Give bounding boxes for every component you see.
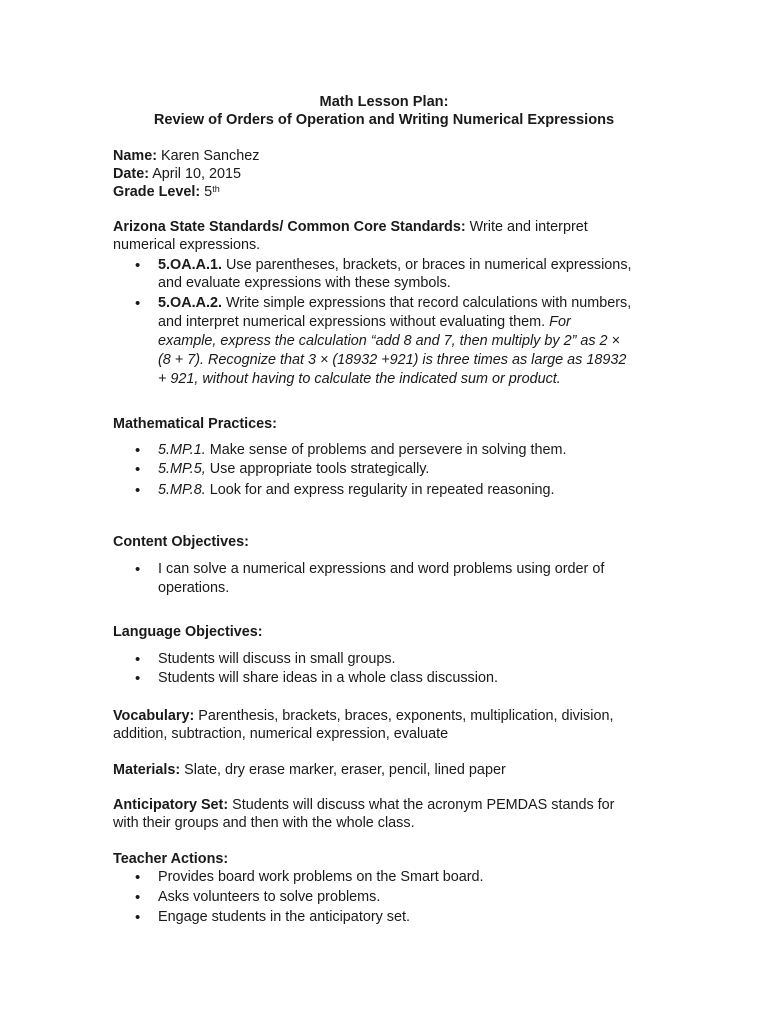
standard-item-2-line-1: 5.OA.A.2. Write simple expressions that record calculations with numbers,: [158, 295, 632, 311]
title-line-2: Review of Orders of Operation and Writing Numerical Expressions: [153, 112, 615, 128]
standards-heading: [113, 218, 588, 236]
vocabulary-label: Vocabulary:: [113, 708, 195, 724]
vocabulary-line-2: addition, subtraction, numerical expression, evaluate: [113, 726, 449, 742]
content-heading: Content Objectives:: [113, 534, 249, 550]
standards-label: Arizona State Standards/ Common Core Standards:: [113, 219, 466, 235]
name-value: Karen Sanchez: [157, 148, 260, 164]
date-row: [113, 165, 241, 183]
grade-value: 5: [200, 184, 213, 200]
anticipatory-row: Anticipatory Set: Students will discuss what the acronym PEMDAS stands for: [113, 797, 615, 813]
date-label: Date:: [113, 166, 149, 182]
vocabulary-row: Vocabulary: Parenthesis, brackets, braces, exponents, multiplication, division,: [113, 708, 614, 724]
grade-superscript: th: [212, 184, 220, 194]
date-value: April 10, 2015: [148, 166, 241, 182]
grade-label: Grade Level:: [113, 184, 201, 200]
standard-code-2: 5.OA.A.2.: [158, 295, 222, 311]
name-row: [113, 147, 259, 165]
standard-code-1: 5.OA.A.1.: [158, 257, 222, 273]
name-label: Name:: [113, 148, 157, 164]
materials-row: Materials: Slate, dry erase marker, eraser, pencil, lined paper: [113, 762, 506, 778]
standard-item-2-line-3: example, express the calculation “add 8 and 7, then multiply by 2” as 2 ×: [158, 333, 620, 349]
document-page: Math Lesson Plan: Review of Orders of Operation and Writing Numerical Expressions Name: Karen Sanchez Date: April 10, 2015 Grade Level: 5th Arizona State Standards/ Common Core Standards: Write and interpret numerical expressions. 5.OA.A.1. Use parentheses, brackets, or braces in numerical expressions, and evaluate expressions with these symbols. 5.OA.A.2. Write simple expressions that record calculations with numbers, and interpret numerical expressions without evaluating them. For example, express the calculation “add 8 and 7, then multiply by 2” as 2 × (8 + 7). Recognize that 3 × (18932 +921) is three times as large as 18932 + 921, without having to calculate the indicated sum or product. Mathematical Practices: 5.MP.1. Make sense of problems and persevere in solving them. 5.MP.5, Use appropriate tools strategically. 5.MP.8. Look for and express regularity in repeated reasoning. Content Objectives: I can solve a numerical expressions and word problems using order of operations. Language Objectives: Students will discuss in small groups. Students will share ideas in a whole class discussion. Vocabulary: Parenthesis, brackets, braces, exponents, multiplication, division, addition, subtraction, numerical expression, evaluate Materials: Slate, dry erase marker, eraser, pencil, lined paper Anticipatory Set: Students will discuss what the acronym PEMDAS stands for with their groups and then with the whole class. Teacher Actions: Provides board work problems on the Smart board. Asks volunteers to solve problems. Engage students in the anticipatory set.: [0, 0, 768, 1024]
grade-row: [113, 183, 220, 201]
materials-label: Materials:: [113, 762, 181, 778]
standard-item-2-line-4: (8 + 7). Recognize that 3 × (18932 +921) is three times as large as 18932: [158, 352, 627, 368]
practice-code-1: 5.MP.1.: [158, 442, 206, 458]
standards-text-2: numerical expressions.: [113, 237, 261, 253]
practices-heading: Mathematical Practices:: [113, 416, 277, 432]
anticipatory-line-2: with their groups and then with the whole class.: [113, 815, 415, 831]
standards-text-1: Write and interpret: [465, 219, 588, 235]
practice-code-3: 5.MP.8.: [158, 482, 206, 498]
standard-item-2-line-2: and interpret numerical expressions without evaluating them. For: [158, 314, 571, 330]
practice-code-2: 5.MP.5,: [158, 461, 206, 477]
title-line-1: Math Lesson Plan:: [319, 94, 449, 110]
standard-item-2-line-5: + 921, without having to calculate the indicated sum or product.: [158, 371, 561, 387]
anticipatory-label: Anticipatory Set:: [113, 797, 229, 813]
standard-item-1-line-2: and evaluate expressions with these symbols.: [158, 275, 451, 291]
language-heading: Language Objectives:: [113, 624, 263, 640]
teacher-heading: Teacher Actions:: [113, 851, 229, 867]
standard-item-1-line-1: 5.OA.A.1. Use parentheses, brackets, or braces in numerical expressions,: [158, 257, 632, 273]
